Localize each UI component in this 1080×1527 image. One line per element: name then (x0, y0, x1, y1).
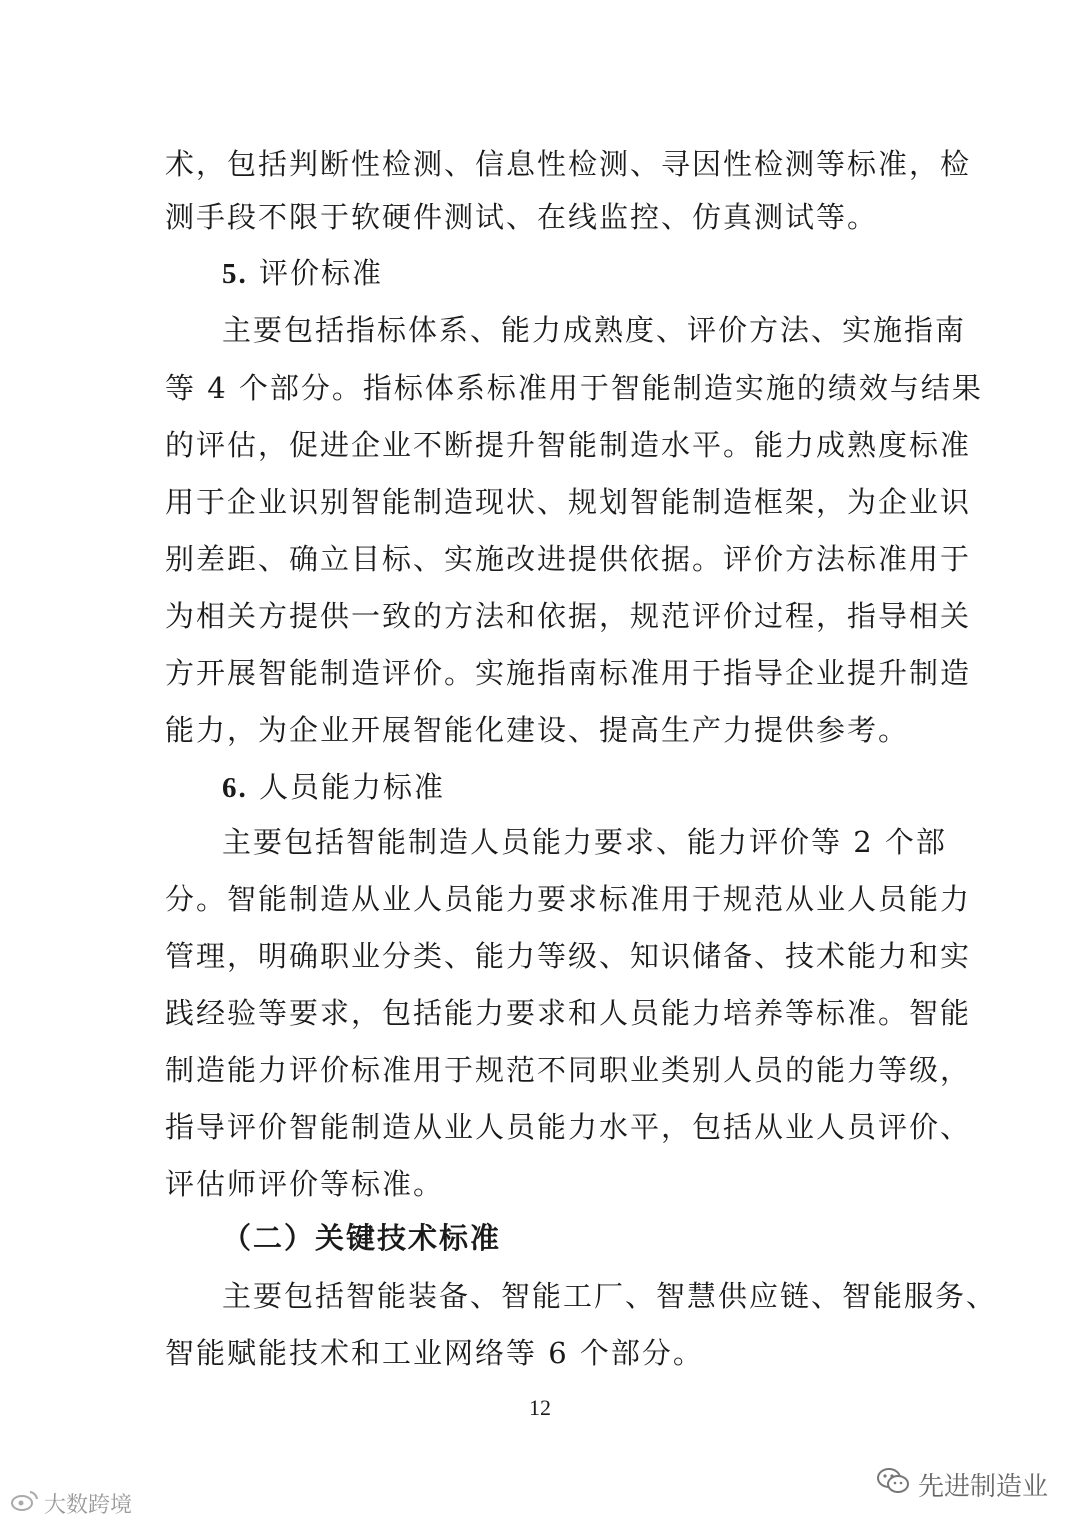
body-line: 主要包括指标体系、能力成熟度、评价方法、实施指南 (222, 313, 967, 347)
watermark-left-text: 大数跨境 (44, 1492, 133, 1518)
heading-6-number: 6. (222, 772, 248, 804)
body-line: 测手段不限于软硬件测试、在线监控、仿真测试等。 (165, 200, 879, 234)
body-line: 别差距、确立目标、实施改进提供依据。评价方法标准用于 (165, 542, 972, 576)
body-line: 的评估，促进企业不断提升智能制造水平。能力成熟度标准 (165, 428, 972, 462)
body-line: 践经验等要求，包括能力要求和人员能力培养等标准。智能 (165, 996, 972, 1030)
watermark-left (10, 1488, 132, 1518)
body-line: 能力，为企业开展智能化建设、提高生产力提供参考。 (165, 713, 910, 747)
body-line: 评估师评价等标准。 (165, 1167, 445, 1201)
heading-5-number: 5. (222, 258, 248, 290)
body-line: 主要包括智能制造人员能力要求、能力评价等 2 个部 (222, 825, 947, 859)
heading-6 (222, 767, 962, 808)
body-line: 智能赋能技术和工业网络等 6 个部分。 (165, 1336, 704, 1370)
heading-6-title: 人员能力标准 (258, 770, 445, 804)
section-heading: （二）关键技术标准 (222, 1221, 502, 1255)
watermark-right-text: 先进制造业 (917, 1471, 1048, 1502)
page-number: 12 (529, 1395, 551, 1420)
heading-5-title: 评价标准 (258, 256, 383, 290)
body-line: 为相关方提供一致的方法和依据，规范评价过程，指导相关 (165, 599, 972, 633)
body-line: 指导评价智能制造从业人员能力水平，包括从业人员评价、 (165, 1110, 972, 1144)
watermark-right (876, 1464, 1048, 1504)
body-line: 管理，明确职业分类、能力等级、知识储备、技术能力和实 (165, 939, 972, 973)
heading-5 (222, 253, 962, 294)
body-line: 术，包括判断性检测、信息性检测、寻因性检测等标准，检 (165, 147, 972, 181)
body-line: 分。智能制造从业人员能力要求标准用于规范从业人员能力 (165, 882, 972, 916)
body-line: 制造能力评价标准用于规范不同职业类别人员的能力等级， (165, 1053, 972, 1087)
body-line: 主要包括智能装备、智能工厂、智慧供应链、智能服务、 (222, 1279, 998, 1313)
body-line: 用于企业识别智能制造现状、规划智能制造框架，为企业识 (165, 485, 972, 519)
body-line: 等 4 个部分。指标体系标准用于智能制造实施的绩效与结果 (165, 371, 983, 405)
wechat-icon (876, 1466, 910, 1503)
body-line: 方开展智能制造评价。实施指南标准用于指导企业提升制造 (165, 656, 972, 690)
weibo-icon (10, 1488, 40, 1518)
